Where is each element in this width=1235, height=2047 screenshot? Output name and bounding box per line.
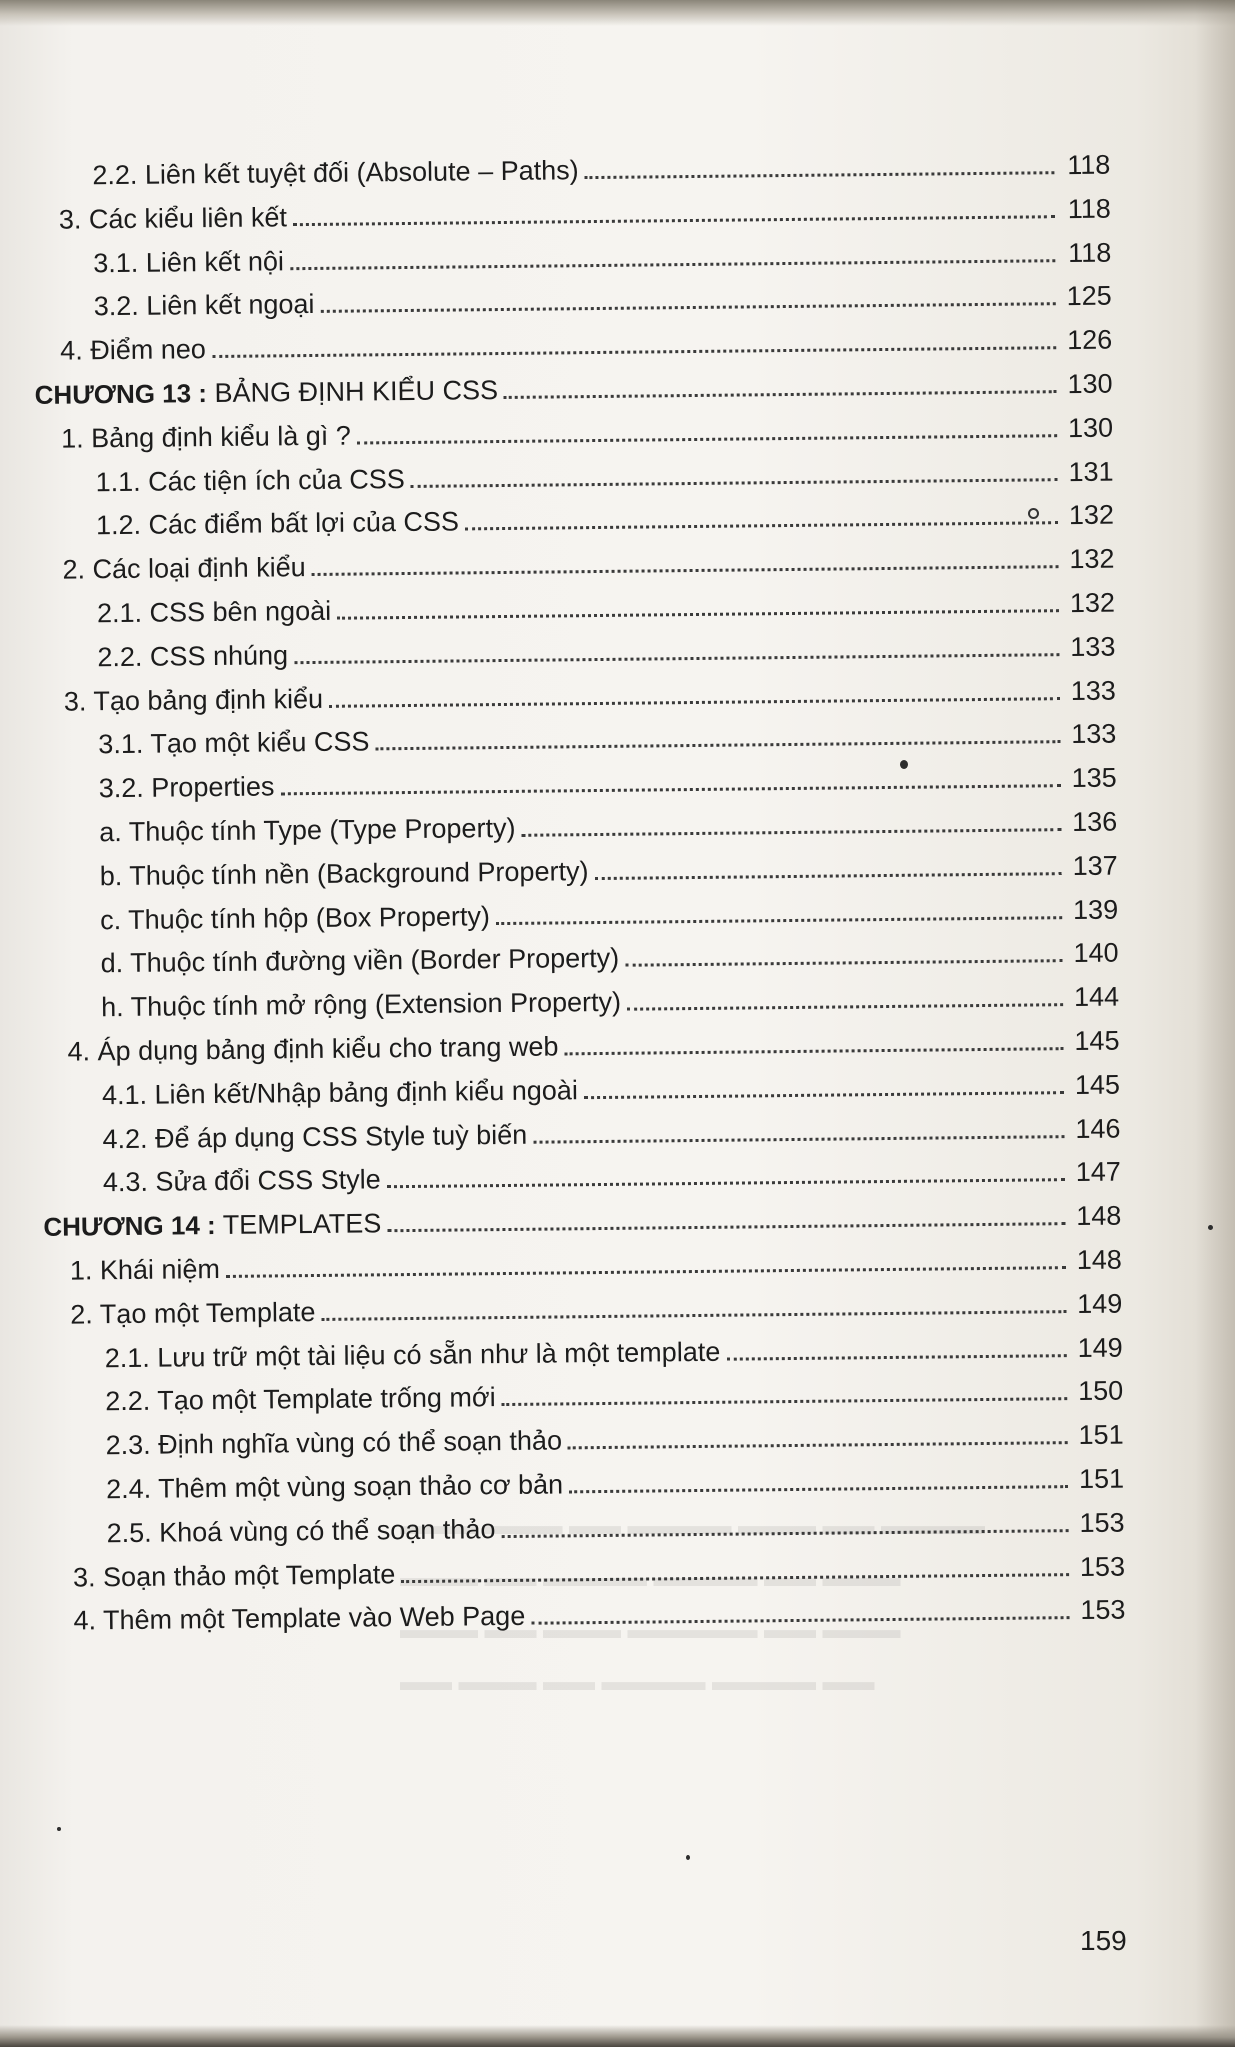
toc-entry-title — [61, 420, 351, 454]
toc-entry-title — [92, 155, 579, 191]
toc-entry — [100, 933, 1118, 980]
toc-page-number: 125 — [1066, 280, 1112, 312]
dot-leader — [627, 1003, 1063, 1011]
page-bottom-shadow — [0, 2025, 1235, 2047]
toc-entry-title — [101, 987, 621, 1023]
toc-entry — [102, 1064, 1120, 1111]
toc-page-number: 145 — [1074, 1025, 1120, 1057]
toc-entry — [103, 1152, 1121, 1199]
toc-entry-title — [98, 727, 369, 761]
toc-entry-text: 4.2. Để áp dụng CSS Style tuỳ biến — [102, 1119, 528, 1154]
toc-chapter-entry — [43, 1196, 1121, 1243]
toc-entry-text: 3.2. Liên kết ngoại — [93, 289, 315, 322]
toc-entry-title — [67, 1031, 558, 1067]
toc-entry-title — [73, 1601, 525, 1637]
toc-entry-title — [96, 507, 459, 542]
dot-leader — [329, 697, 1060, 708]
toc-page-number: 132 — [1069, 543, 1115, 575]
toc-entry — [93, 232, 1111, 279]
toc-entry-text: 4.1. Liên kết/Nhập bảng định kiểu ngoài — [101, 1075, 579, 1111]
dot-leader — [387, 1179, 1065, 1189]
toc-entry — [67, 1021, 1119, 1068]
toc-entry — [96, 495, 1114, 542]
toc-entry-text: h. Thuộc tính mở rộng (Extension Property) — [100, 986, 622, 1023]
dot-leader — [584, 1091, 1064, 1099]
toc-entry-text: a. Thuộc tính Type (Type Property) — [99, 812, 516, 848]
dot-leader — [280, 784, 1060, 795]
toc-entry-text: 2. Tạo một Template — [70, 1296, 316, 1330]
toc-page-number: 132 — [1069, 587, 1116, 619]
dot-leader — [337, 609, 1059, 620]
toc-page-number: 147 — [1075, 1156, 1122, 1188]
dot-leader — [595, 872, 1062, 880]
toc-entry-text: 2.2. Liên kết tuyệt đối (Absolute – Paths) — [92, 155, 579, 191]
dot-leader — [320, 303, 1055, 314]
toc-entry-title — [106, 1469, 563, 1505]
toc-entry-title — [59, 202, 287, 235]
dot-leader — [293, 215, 1055, 226]
toc-entry-text: 2. Các loại định kiểu — [62, 552, 306, 585]
toc-page-number: 118 — [1067, 193, 1111, 224]
toc-page-number: 140 — [1073, 937, 1119, 969]
toc-entry — [70, 1240, 1122, 1287]
dot-leader — [625, 960, 1062, 968]
dot-leader — [585, 171, 1055, 179]
toc-entry-title — [43, 1208, 381, 1243]
dot-leader — [411, 478, 1058, 488]
toc-entry-title — [94, 289, 315, 322]
toc-entry — [100, 889, 1118, 936]
ink-speck — [57, 1827, 61, 1831]
toc-page-number: 126 — [1066, 324, 1113, 356]
dot-leader — [294, 653, 1059, 664]
dot-leader — [212, 346, 1056, 358]
dot-leader — [501, 1529, 1068, 1538]
toc-page-number: 131 — [1068, 456, 1114, 487]
toc-page-number: 136 — [1071, 806, 1118, 838]
dot-leader — [312, 565, 1059, 576]
dot-leader — [321, 1310, 1066, 1321]
toc-entry-title — [62, 552, 305, 586]
toc-entry — [60, 320, 1112, 367]
toc-entry-title — [97, 596, 331, 629]
toc-entry-title — [35, 375, 499, 411]
toc-entry — [61, 407, 1113, 454]
toc-entry — [59, 188, 1111, 235]
toc-page-number: 135 — [1071, 762, 1117, 794]
toc-entry — [99, 758, 1117, 805]
dot-leader — [726, 1354, 1066, 1361]
toc-entry-title — [100, 943, 619, 979]
dot-leader — [533, 1135, 1064, 1144]
ink-speck — [686, 1855, 690, 1860]
toc-page-number: 133 — [1070, 631, 1116, 662]
toc-entry-title — [64, 683, 324, 717]
toc-entry-title — [102, 1075, 578, 1111]
toc-entry-title — [99, 772, 275, 805]
toc-page-number: 153 — [1079, 1507, 1125, 1538]
dot-leader — [387, 1222, 1065, 1232]
toc-entry-text: 4. Áp dụng bảng định kiểu cho trang web — [67, 1031, 559, 1067]
dot-leader — [502, 1398, 1068, 1407]
toc-entry-title — [100, 856, 589, 892]
ink-speck — [1208, 1225, 1213, 1230]
toc-page-number: 130 — [1067, 412, 1114, 443]
dot-leader — [504, 390, 1057, 399]
toc-page-number: 139 — [1072, 894, 1119, 925]
toc-page-number: 137 — [1072, 850, 1118, 881]
toc-page-number: 118 — [1067, 149, 1111, 181]
toc-entry-title — [103, 1165, 381, 1199]
toc-entry — [94, 276, 1112, 323]
dot-leader — [357, 434, 1057, 444]
toc-entry — [70, 1283, 1122, 1330]
toc-entry-title — [99, 813, 516, 848]
toc-entry-text: 1.2. Các điểm bất lợi của CSS — [95, 506, 460, 541]
page-top-shadow — [0, 0, 1235, 26]
toc-entry-text: 2.3. Định nghĩa vùng có thể soạn thảo — [105, 1425, 563, 1461]
toc-entry-text: d. Thuộc tính đường viền (Border Property) — [100, 943, 620, 979]
toc-entry — [64, 670, 1116, 717]
toc-entry-title — [60, 334, 206, 367]
toc-entry-title — [93, 246, 284, 279]
dot-leader — [465, 522, 1058, 531]
toc-entry-text: 3.2. Properties — [98, 771, 275, 804]
toc-entry-text: 4.3. Sửa đổi CSS Style — [102, 1164, 381, 1198]
ink-speck — [1028, 508, 1039, 519]
toc-entry — [62, 539, 1114, 586]
toc-entry-text: 4. Điểm neo — [60, 334, 206, 366]
toc-entry-text: 1. Bảng định kiểu là gì ? — [60, 420, 351, 454]
toc-page-number: 146 — [1075, 1113, 1121, 1144]
toc-entry-title — [105, 1336, 721, 1373]
toc-page-number: 150 — [1077, 1375, 1124, 1407]
toc-entry — [101, 977, 1119, 1024]
toc-entry-title — [70, 1297, 315, 1331]
toc-page-number: 144 — [1073, 981, 1120, 1013]
toc-entry-title — [100, 901, 490, 936]
toc-entry — [97, 626, 1115, 673]
toc-page-number: 153 — [1079, 1551, 1126, 1582]
toc-page-number: 148 — [1076, 1244, 1122, 1276]
dot-leader — [531, 1617, 1069, 1626]
page-right-shadow — [1195, 0, 1235, 2047]
toc-entry-title — [70, 1254, 220, 1287]
toc-entry — [100, 845, 1118, 892]
toc-entry — [102, 1108, 1120, 1155]
toc-entry-text: 3. Các kiểu liên kết — [58, 202, 288, 235]
toc-entry-text: TEMPLATES — [222, 1208, 382, 1241]
toc-entry — [106, 1459, 1124, 1506]
chapter-prefix: CHƯƠNG 14 : — [43, 1210, 216, 1243]
dot-leader — [376, 741, 1061, 751]
page-number: 159 — [1080, 1925, 1127, 1956]
dot-leader — [290, 259, 1055, 270]
toc-entry-text: 1. Khái niệm — [69, 1254, 221, 1286]
dot-leader — [226, 1266, 1066, 1278]
toc-entry-text: 2.2. Tạo một Template trống mới — [105, 1382, 496, 1417]
toc-entry-text: 2.5. Khoá vùng có thể soạn thảo — [106, 1513, 496, 1548]
toc-page-number: 130 — [1067, 368, 1113, 400]
toc-page-number: 132 — [1068, 499, 1115, 531]
dot-leader — [568, 1441, 1068, 1449]
toc-entry-text: 2.1. CSS bên ngoài — [96, 595, 332, 629]
toc-entry-text: BẢNG ĐỊNH KIỂU CSS — [214, 375, 499, 409]
toc-entry-text: 2.4. Thêm một vùng soạn thảo cơ bản — [105, 1469, 564, 1505]
toc-page-number: 149 — [1077, 1288, 1123, 1319]
toc-entry-text: 1.1. Các tiện ích của CSS — [95, 463, 405, 497]
toc-page-number: 148 — [1076, 1200, 1122, 1232]
dot-leader — [569, 1485, 1068, 1493]
toc-entry-title — [73, 1559, 396, 1593]
toc-entry — [105, 1371, 1123, 1418]
toc-entry-text: 3. Soạn thảo một Template — [72, 1558, 396, 1593]
dot-leader — [496, 916, 1062, 925]
chapter-prefix: CHƯƠNG 13 : — [34, 378, 208, 410]
ink-speck — [900, 760, 908, 769]
toc-page-number: 151 — [1078, 1463, 1125, 1495]
toc-page-number: 149 — [1077, 1332, 1123, 1363]
toc-entry-title — [106, 1514, 495, 1549]
toc-entry — [105, 1415, 1123, 1462]
toc-entry — [98, 714, 1116, 761]
dot-leader — [401, 1573, 1069, 1583]
toc-entry-title — [97, 640, 288, 673]
toc-page-number: 153 — [1080, 1594, 1126, 1626]
dot-leader — [522, 828, 1062, 837]
toc-page-number: 133 — [1071, 718, 1117, 750]
toc-entry-text: 4. Thêm một Template vào Web Page — [73, 1601, 526, 1636]
toc-entry — [105, 1327, 1123, 1374]
toc-entry-text: 3.1. Tạo một kiểu CSS — [98, 726, 370, 760]
toc-entry-title — [106, 1426, 563, 1462]
toc-entry — [92, 145, 1110, 192]
toc-entry — [95, 451, 1113, 498]
toc-entry-text: c. Thuộc tính hộp (Box Property) — [100, 900, 491, 935]
toc-page-number: 151 — [1078, 1419, 1124, 1451]
toc-entry-text: 3.1. Liên kết nội — [93, 245, 285, 278]
toc-entry-text: 2.1. Lưu trữ một tài liệu có sẵn như là một template — [104, 1336, 721, 1373]
toc-chapter-entry — [34, 364, 1112, 411]
toc-entry-title — [95, 464, 404, 498]
show-through-text: ▬▬▬ ▬▬▬ ▬▬ ▬▬▬▬ ▬▬▬ ▬▬ ▬▬▬▬ ▬▬▬ ▬▬ ▬▬▬▬ ▬▬▬▬ ▬▬ ▬▬▬ ▬▬▬ ▬▬ ▬▬▬ ▬▬▬▬▬ ▬▬ ▬▬▬ ▬▬ ▬▬▬ ▬▬ ▬▬▬▬ ▬▬▬▬ ▬▬ — [400, 1511, 985, 1696]
toc-page-number: 133 — [1070, 675, 1116, 706]
toc-entry — [99, 802, 1117, 849]
toc-entry-text: 2.2. CSS nhúng — [97, 640, 289, 673]
dot-leader — [564, 1047, 1063, 1055]
toc-entry-title — [102, 1119, 527, 1154]
toc-page-number: 145 — [1074, 1069, 1121, 1100]
toc-entry-text: 3. Tạo bảng định kiểu — [63, 683, 324, 717]
toc-page-number: 118 — [1068, 237, 1112, 268]
toc-entry-title — [105, 1383, 496, 1418]
toc-entry-text: b. Thuộc tính nền (Background Property) — [99, 855, 589, 892]
toc-entry — [97, 583, 1115, 630]
